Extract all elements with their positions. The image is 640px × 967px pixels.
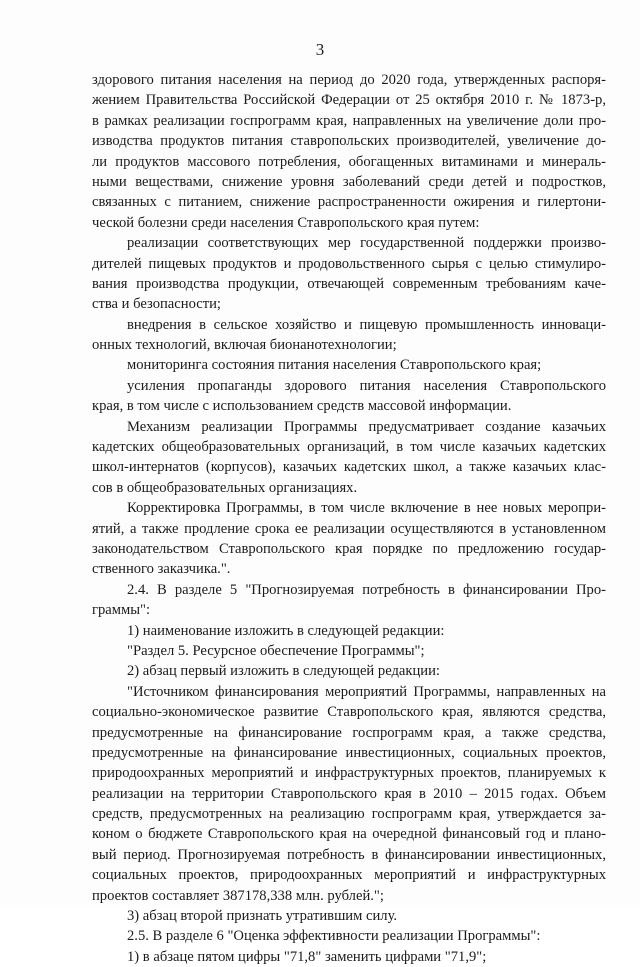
text-line: Механизм реализации Программы предусматривает создание казачьих bbox=[127, 418, 606, 435]
text-line: 2.4. В разделе 5 "Прогнозируемая потребность в финансировании Про- bbox=[127, 581, 606, 598]
text-line: края, в том числе с использованием средств массовой информации. bbox=[92, 398, 512, 415]
text-line: ства и безопасности; bbox=[92, 296, 221, 313]
text-line: 2.5. В разделе 6 "Оценка эффективности реализации Программы": bbox=[127, 928, 541, 945]
text-line: мониторинга состояния питания населения Ставропольского края; bbox=[127, 357, 542, 374]
text-line: кадетских общеобразовательных организаций, в том числе казачьих кадетских bbox=[92, 439, 606, 456]
text-line: "Источником финансирования мероприятий Программы, направленных на bbox=[127, 683, 606, 700]
text-line: усиления пропаганды здорового питания населения Ставропольского bbox=[127, 377, 606, 394]
text-line: онных технологий, включая бионанотехнологии; bbox=[92, 337, 397, 354]
text-line: жением Правительства Российской Федерации от 25 октября 2010 г. № 1873-р, bbox=[92, 92, 606, 109]
text-line: граммы": bbox=[92, 602, 151, 619]
text-line: изводства продуктов питания ставропольских производителей, увеличение до- bbox=[92, 133, 606, 150]
text-line: вый период. Прогнозируемая потребность в финансировании инвестиционных, bbox=[92, 846, 606, 863]
text-line: ными веществами, снижение уровня заболеваний среди детей и подростков, bbox=[92, 173, 606, 190]
text-line: в рамках реализации госпрограмм края, направленных на увеличение доли про- bbox=[92, 112, 606, 129]
text-line: сов в общеобразовательных организациях. bbox=[92, 479, 358, 496]
text-line: связанных с питанием, снижение распространенности ожирения и гилертони- bbox=[92, 194, 606, 211]
text-line: предусмотренные на финансирование госпрограмм края, а также средства, bbox=[92, 724, 606, 741]
text-line: социально-экономическое развитие Ставропольского края, являются средства, bbox=[92, 704, 606, 721]
text-line: законодательством Ставропольского края порядке по предложению государ- bbox=[92, 540, 606, 557]
text-line: 3) абзац второй признать утратившим силу. bbox=[127, 908, 398, 925]
text-line: социальных проектов, природоохранных мероприятий и инфраструктурных bbox=[92, 867, 606, 884]
text-line: здорового питания населения на период до 2020 года, утвержденных распоря- bbox=[92, 72, 606, 88]
document-body bbox=[92, 70, 606, 967]
text-line: 1) наименование изложить в следующей редакции: bbox=[127, 622, 445, 639]
page-number: 3 bbox=[315, 40, 325, 59]
text-line: вания производства продукции, отвечающей современным требованиям каче- bbox=[92, 275, 606, 292]
text-line: 1) в абзаце пятом цифры "71,8" заменить цифрами "71,9"; bbox=[127, 948, 487, 965]
text-line: проектов составляет 387178,338 млн. рублей."; bbox=[92, 887, 384, 904]
text-line: ственного заказчика.". bbox=[92, 561, 231, 578]
text-line: дителей пищевых продуктов и продовольственного сырья с целью стимулиро- bbox=[92, 255, 606, 272]
text-line: средств, предусмотренных на реализацию госпрограмм края, утверждается за- bbox=[92, 806, 606, 823]
text-line: природоохранных мероприятий и инфраструктурных проектов, планируемых к bbox=[92, 765, 606, 782]
text-line: предусмотренные на финансирование инвестиционных, социальных проектов, bbox=[92, 744, 606, 761]
text-line: реализации на территории Ставропольского края в 2010 – 2015 годах. Объем bbox=[92, 785, 606, 802]
text-line: Корректировка Программы, в том числе включение в нее новых меропри- bbox=[127, 500, 606, 517]
text-line: ческой болезни среди населения Ставропольского края путем: bbox=[92, 214, 480, 231]
text-line: ли продуктов массового потребления, обогащенных витаминами и минераль- bbox=[92, 153, 606, 170]
text-line: внедрения в сельское хозяйство и пищевую промышленность инноваци- bbox=[127, 316, 606, 333]
text-line: 2) абзац первый изложить в следующей редакции: bbox=[127, 663, 440, 680]
text-line: реализации соответствующих мер государственной поддержки произво- bbox=[127, 235, 606, 252]
text-line: школ-интернатов (корпусов), казачьих кадетских школ, а также казачьих клас- bbox=[92, 459, 606, 476]
text-line: ятий, а также продление срока ее реализации осуществляются в установленном bbox=[92, 520, 606, 537]
text-line: "Раздел 5. Ресурсное обеспечение Программы"; bbox=[127, 642, 425, 659]
text-line: коном о бюджете Ставропольского края на очередной финансовый год и плано- bbox=[92, 826, 606, 843]
